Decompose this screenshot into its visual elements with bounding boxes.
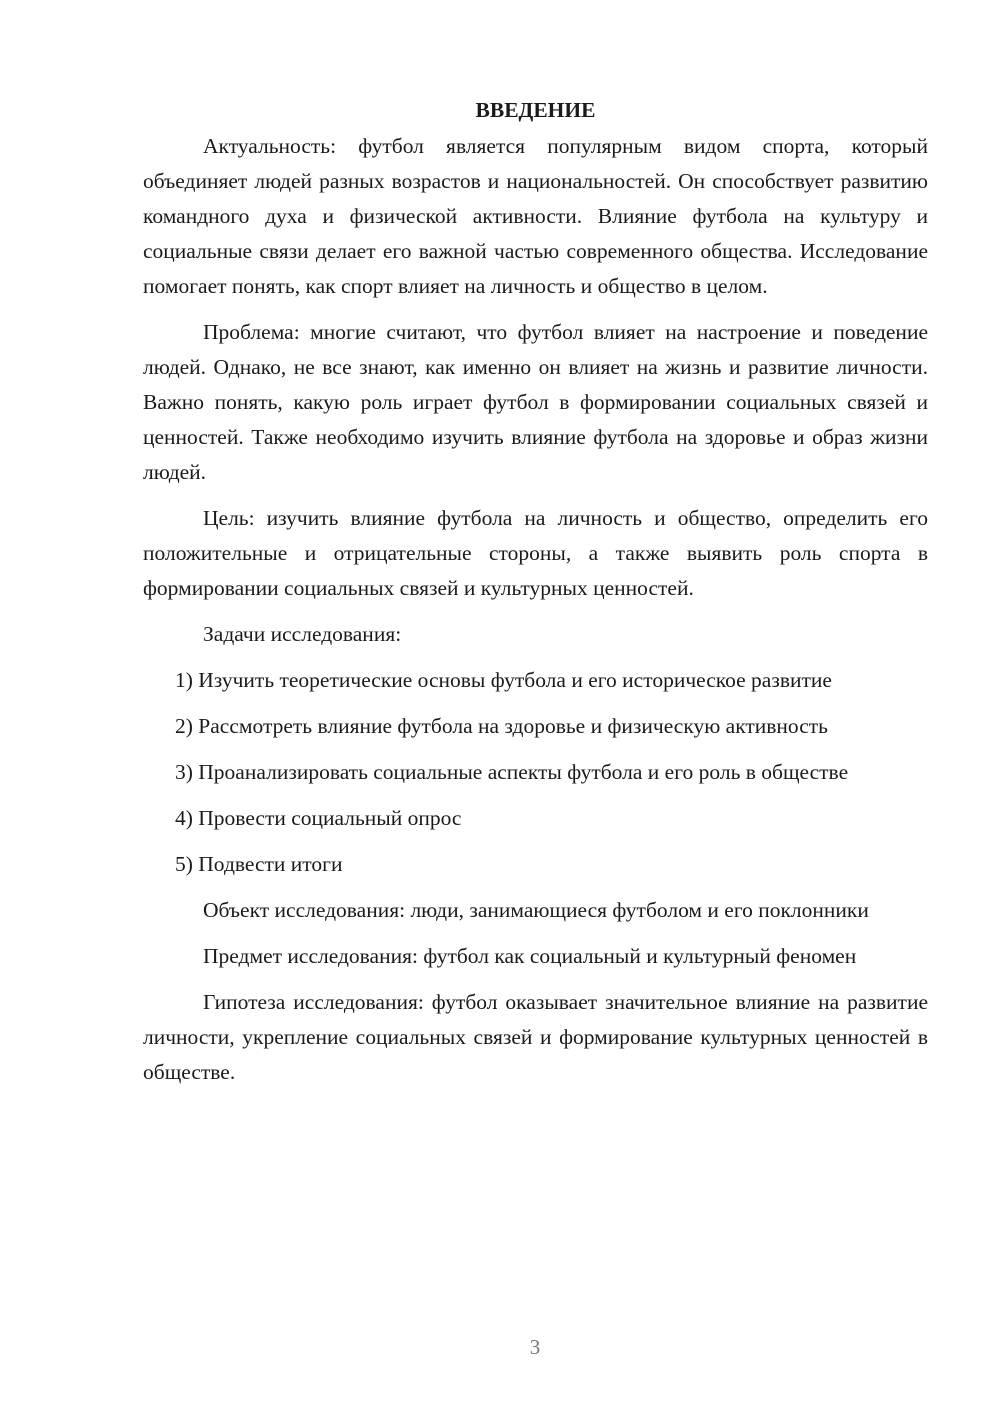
task-item-3: 3) Проанализировать социальные аспекты футбола и его роль в обществе [175, 760, 849, 784]
task-item-4: 4) Провести социальный опрос [175, 806, 462, 830]
subject-paragraph: Предмет исследования: футбол как социальный и культурный феномен [203, 944, 857, 968]
task-item-2: 2) Рассмотреть влияние футбола на здоровье и физическую активность [175, 714, 828, 738]
hypothesis-paragraph: Гипотеза исследования: футбол оказывает значительное влияние на развитие личности, укрепление социальных связей и формирование культурных ценностей в обществе. [143, 990, 928, 1084]
page-number: 3 [529, 1335, 541, 1359]
goal-paragraph: Цель: изучить влияние футбола на личность и общество, определить его положительные и отрицательные стороны, а также выявить роль спорта в формировании социальных связей и культурных ценностей. [143, 506, 928, 600]
tasks-heading: Задачи исследования: [203, 622, 402, 646]
page-content [143, 93, 928, 1101]
task-item-1: 1) Изучить теоретические основы футбола и его историческое развитие [175, 668, 832, 692]
problem-paragraph: Проблема: многие считают, что футбол влияет на настроение и поведение людей. Однако, не все знают, как именно он влияет на жизнь и развитие личности. Важно понять, какую роль играет футбол в формировании социальных связей и ценностей. Также необходимо изучить влияние футбола на здоровье и образ жизни людей. [143, 320, 928, 484]
relevance-paragraph: Актуальность: футбол является популярным видом спорта, который объединяет людей разных возрастов и национальностей. Он способствует развитию командного духа и физической активности. Влияние футбола на культуру и социальные связи делает его важной частью современного общества. Исследование помогает понять, как спорт влияет на личность и общество в целом. [143, 134, 928, 298]
object-paragraph: Объект исследования: люди, занимающиеся футболом и его поклонники [203, 898, 869, 922]
task-item-5: 5) Подвести итоги [175, 852, 343, 876]
section-title: ВВЕДЕНИЕ [475, 98, 596, 122]
